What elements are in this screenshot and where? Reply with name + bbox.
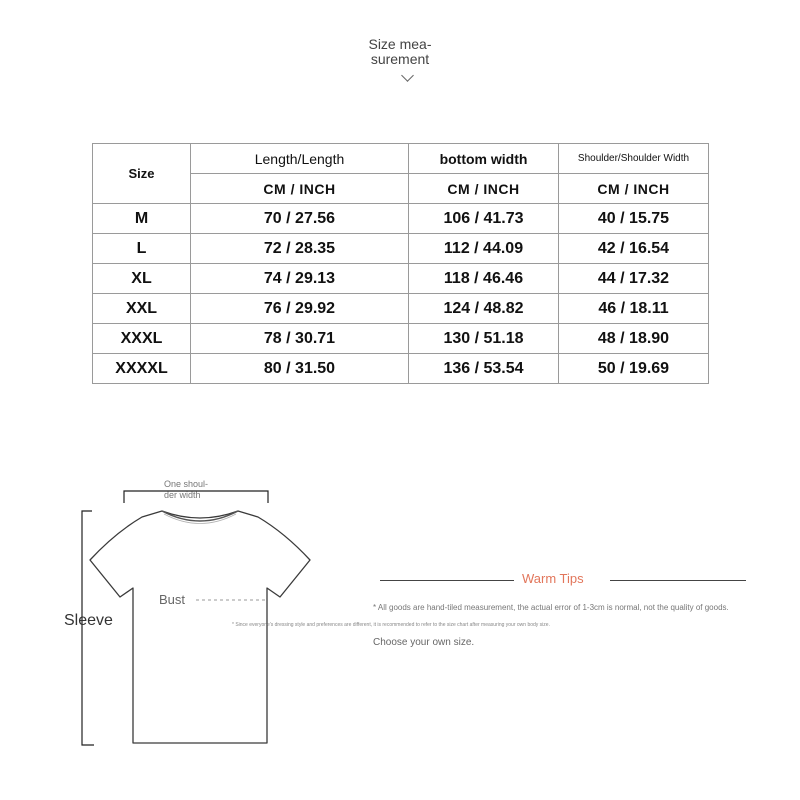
bottom-width-cell: 112 / 44.09	[409, 234, 559, 264]
title-line-1: Size mea-	[368, 36, 432, 52]
divider	[610, 580, 746, 581]
bust-label: Bust	[159, 592, 186, 607]
size-table	[92, 143, 709, 384]
table-row	[93, 264, 709, 294]
unit-label: CM / INCH	[409, 174, 559, 204]
length-cell: 74 / 29.13	[191, 264, 409, 294]
length-cell: 78 / 30.71	[191, 324, 409, 354]
size-cell: XXL	[93, 294, 191, 324]
shoulder-width-cell: 44 / 17.32	[559, 264, 709, 294]
column-header-length: Length/Length	[191, 144, 409, 174]
shoulder-label-line-2: der width	[164, 490, 201, 500]
warm-tips-title: Warm Tips	[522, 571, 584, 586]
tip-text-3: Choose your own size.	[373, 637, 475, 648]
shoulder-width-label	[164, 479, 234, 501]
table-row	[93, 234, 709, 264]
size-header: Size	[93, 144, 191, 204]
chevron-down-icon	[401, 69, 414, 82]
length-cell: 80 / 31.50	[191, 354, 409, 384]
bottom-width-cell: 130 / 51.18	[409, 324, 559, 354]
title-line-2: surement	[370, 51, 430, 67]
table-row	[93, 354, 709, 384]
size-cell: XL	[93, 264, 191, 294]
shoulder-width-cell: 40 / 15.75	[559, 204, 709, 234]
shoulder-label-line-1: One shoul-	[164, 479, 209, 489]
bottom-width-cell: 136 / 53.54	[409, 354, 559, 384]
table-row	[93, 204, 709, 234]
divider	[380, 580, 514, 581]
column-header-bottom-width: bottom width	[409, 144, 559, 174]
size-cell: L	[93, 234, 191, 264]
table-header-row	[93, 144, 709, 174]
unit-label: CM / INCH	[191, 174, 409, 204]
sleeve-label: Sleeve	[64, 612, 113, 629]
shoulder-width-cell: 48 / 18.90	[559, 324, 709, 354]
warm-tips	[232, 566, 800, 666]
shoulder-width-cell: 42 / 16.54	[559, 234, 709, 264]
shoulder-width-cell: 50 / 19.69	[559, 354, 709, 384]
column-header-shoulder-width: Shoulder/Shoulder Width	[559, 144, 709, 174]
size-cell: M	[93, 204, 191, 234]
length-cell: 76 / 29.92	[191, 294, 409, 324]
length-cell: 70 / 27.56	[191, 204, 409, 234]
bottom-width-cell: 118 / 46.46	[409, 264, 559, 294]
unit-label: CM / INCH	[559, 174, 709, 204]
table-row	[93, 294, 709, 324]
size-cell: XXXL	[93, 324, 191, 354]
length-cell: 72 / 28.35	[191, 234, 409, 264]
table-row	[93, 324, 709, 354]
size-cell: XXXXL	[93, 354, 191, 384]
shoulder-width-cell: 46 / 18.11	[559, 294, 709, 324]
page-title	[340, 37, 460, 67]
bottom-width-cell: 106 / 41.73	[409, 204, 559, 234]
tip-text-1: * All goods are hand-tiled measurement, the actual error of 1-3cm is normal, not the quality of goods.	[373, 603, 729, 612]
tip-text-2: * Since everyone's dressing style and preferences are different, it is recommended to refer to the size chart after measuring your own body size.	[232, 622, 550, 628]
bottom-width-cell: 124 / 48.82	[409, 294, 559, 324]
